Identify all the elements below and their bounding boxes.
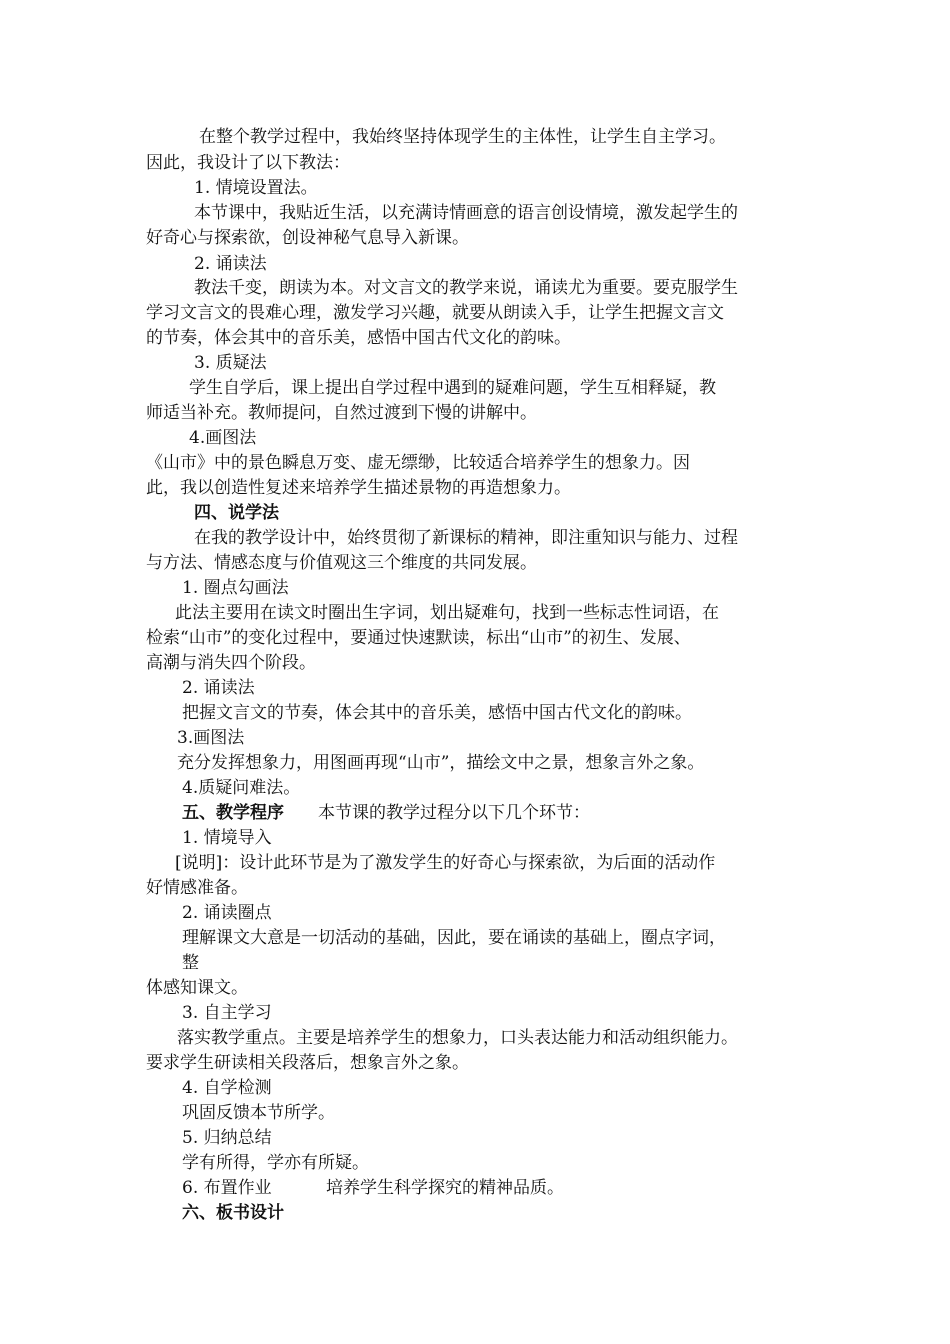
- list-heading: 4.画图法: [189, 428, 257, 448]
- paragraph-line: 师适当补充。教师提问，自然过渡到下慢的讲解中。: [146, 403, 537, 423]
- paragraph-line: 要求学生研读相关段落后，想象言外之象。: [146, 1053, 469, 1073]
- paragraph-line: 《山市》中的景色瞬息万变、虚无缥缈，比较适合培养学生的想象力。因: [146, 453, 690, 473]
- paragraph-line: 因此，我设计了以下教法：: [146, 153, 350, 173]
- list-heading: 4.质疑问难法。: [182, 778, 301, 798]
- list-heading: 3. 自主学习: [182, 1003, 272, 1023]
- paragraph-line: 的节奏，体会其中的音乐美，感悟中国古代文化的韵味。: [146, 328, 571, 348]
- list-heading: 2. 诵读法: [194, 254, 267, 274]
- list-heading: 5. 归纳总结: [182, 1128, 272, 1148]
- paragraph-line: 学习文言文的畏难心理，激发学习兴趣，就要从朗读入手，让学生把握文言文: [146, 303, 724, 323]
- paragraph-line: 此法主要用在读文时圈出生字词，划出疑难句，找到一些标志性词语，在: [175, 603, 719, 623]
- list-heading: 3.画图法: [177, 728, 245, 748]
- paragraph-line: 本节课的教学过程分以下几个环节：: [318, 803, 590, 823]
- paragraph-line: 与方法、情感态度与价值观这三个维度的共同发展。: [146, 553, 537, 573]
- paragraph-line: 本节课中，我贴近生活，以充满诗情画意的语言创设情境，激发起学生的: [194, 203, 738, 223]
- paragraph-line: 高潮与消失四个阶段。: [146, 653, 316, 673]
- list-heading: 6. 布置作业: [182, 1178, 272, 1198]
- paragraph-line: 体感知课文。: [146, 978, 248, 998]
- section-heading: 五、教学程序: [182, 803, 284, 823]
- list-heading: 1. 情境设置法。: [194, 178, 318, 198]
- paragraph-line: 学生自学后，课上提出自学过程中遇到的疑难问题，学生互相释疑，教: [189, 378, 716, 398]
- list-heading: 3. 质疑法: [194, 353, 267, 373]
- paragraph-line: 教法千变，朗读为本。对文言文的教学来说，诵读尤为重要。要克服学生: [194, 278, 738, 298]
- paragraph-line: 整: [182, 953, 199, 973]
- paragraph-line: 检索“山市”的变化过程中，要通过快速默读，标出“山市”的初生、发展、: [146, 628, 691, 648]
- list-heading: 1. 情境导入: [182, 828, 272, 848]
- paragraph-line: 此，我以创造性复述来培养学生描述景物的再造想象力。: [146, 478, 571, 498]
- paragraph-line: 好情感准备。: [146, 878, 248, 898]
- paragraph-line: 理解课文大意是一切活动的基础，因此，要在诵读的基础上，圈点字词，: [182, 928, 726, 948]
- paragraph-line: 学有所得，学亦有所疑。: [182, 1153, 369, 1173]
- paragraph-line: 在整个教学过程中，我始终坚持体现学生的主体性，让学生自主学习。: [199, 127, 726, 147]
- list-heading: 2. 诵读圈点: [182, 903, 272, 923]
- section-heading: 四、说学法: [194, 503, 279, 523]
- paragraph-line: 充分发挥想象力，用图画再现“山市”，描绘文中之景，想象言外之象。: [177, 753, 705, 773]
- paragraph-line: [说明]：设计此环节是为了激发学生的好奇心与探索欲，为后面的活动作: [175, 853, 716, 873]
- list-heading: 2. 诵读法: [182, 678, 255, 698]
- paragraph-line: 巩固反馈本节所学。: [182, 1103, 335, 1123]
- paragraph-line: 在我的教学设计中，始终贯彻了新课标的精神，即注重知识与能力、过程: [194, 528, 738, 548]
- paragraph-line: 落实教学重点。主要是培养学生的想象力，口头表达能力和活动组织能力。: [177, 1028, 738, 1048]
- paragraph-line: 好奇心与探索欲，创设神秘气息导入新课。: [146, 228, 469, 248]
- section-heading: 六、板书设计: [182, 1203, 284, 1223]
- list-heading: 4. 自学检测: [182, 1078, 272, 1098]
- list-heading: 1. 圈点勾画法: [182, 578, 289, 598]
- paragraph-line: 把握文言文的节奏，体会其中的音乐美，感悟中国古代文化的韵味。: [182, 703, 692, 723]
- paragraph-line: 培养学生科学探究的精神品质。: [326, 1178, 564, 1198]
